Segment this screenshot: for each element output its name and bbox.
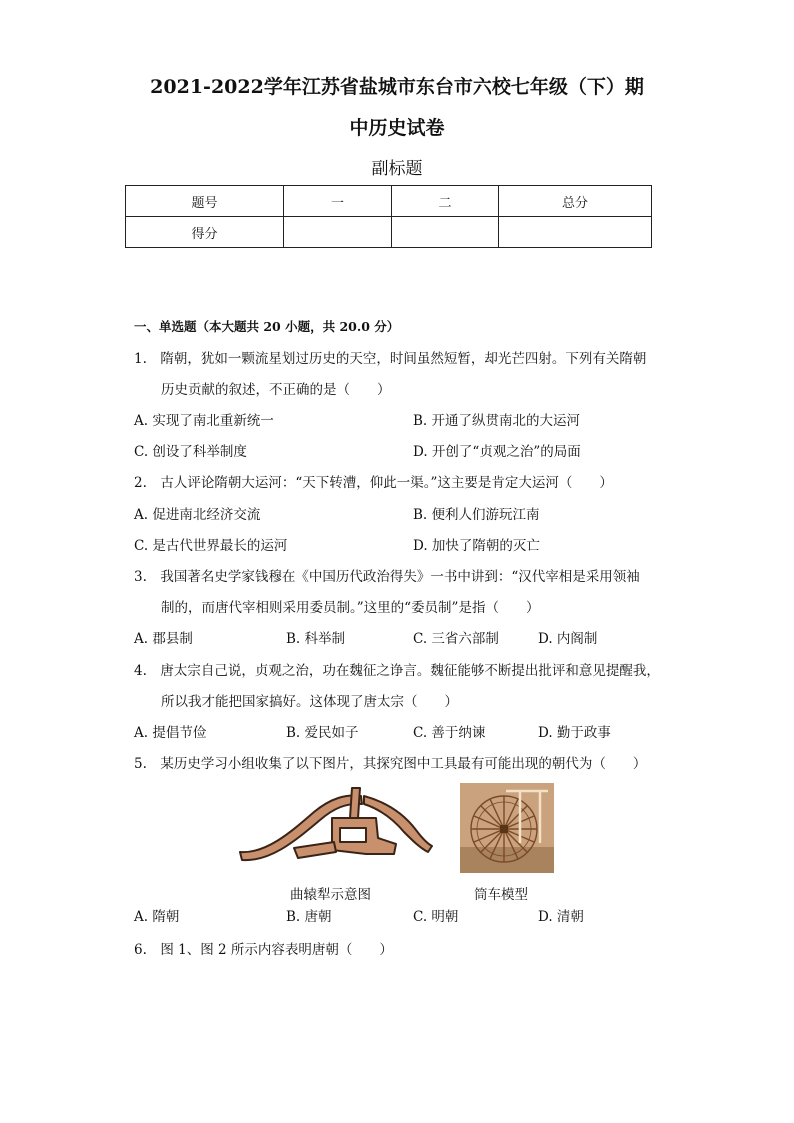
question-1-text-cont: 历史贡献的叙述，不正确的是（ ） bbox=[161, 382, 391, 398]
question-6-text: 6. 图 1、图 2 所示内容表明唐朝（ ） bbox=[134, 942, 393, 958]
question-4-option-a[interactable]: A. 提倡节俭 bbox=[134, 725, 207, 741]
exam-title-line1: 2021-2022学年江苏省盐城市东台市六校七年级（下）期 bbox=[150, 76, 644, 98]
plough-caption: 曲辕犁示意图 bbox=[290, 887, 371, 903]
question-1-option-c[interactable]: C. 创设了科举制度 bbox=[134, 444, 247, 460]
exam-subtitle: 副标题 bbox=[371, 159, 423, 179]
question-1-option-d[interactable]: D. 开创了“贞观之治”的局面 bbox=[413, 444, 581, 460]
question-1-text: 1. 隋朝，犹如一颗流星划过历史的天空，时间虽然短暂，却光芒四射。下列有关隋朝 bbox=[134, 351, 647, 367]
exam-title-line2: 中历史试卷 bbox=[349, 117, 445, 139]
question-2-option-b[interactable]: B. 便利人们游玩江南 bbox=[413, 507, 540, 523]
question-3-text-cont: 制的，而唐代宰相则采用委员制。”这里的“委员制”是指（ ） bbox=[161, 600, 540, 616]
question-4-option-c[interactable]: C. 善于纳谏 bbox=[413, 725, 486, 741]
score-cell bbox=[392, 217, 499, 248]
waterwheel-model-image bbox=[460, 783, 554, 873]
score-cell bbox=[499, 217, 652, 248]
question-3-text: 3. 我国著名史学家钱穆在《中国历代政治得失》一书中讲到：“汉代宰相是采用领袖 bbox=[134, 569, 640, 585]
waterwheel-caption: 筒车模型 bbox=[474, 887, 528, 903]
score-table bbox=[125, 185, 652, 248]
question-4-text: 4. 唐太宗自己说，贞观之治，功在魏征之诤言。魏征能够不断提出批评和意见提醒我， bbox=[134, 663, 660, 679]
curved-plough-image bbox=[236, 784, 436, 876]
question-2-option-a[interactable]: A. 促进南北经济交流 bbox=[134, 507, 261, 523]
score-cell: 题号 bbox=[126, 186, 284, 217]
question-5-option-d[interactable]: D. 清朝 bbox=[538, 909, 584, 925]
question-3-option-a[interactable]: A. 郡县制 bbox=[134, 631, 193, 647]
score-cell: 二 bbox=[392, 186, 499, 217]
score-table-header-row bbox=[126, 186, 652, 217]
question-5-option-c[interactable]: C. 明朝 bbox=[413, 909, 459, 925]
section-heading: 一、单选题（本大题共 20 小题，共 20.0 分） bbox=[134, 319, 400, 334]
question-2-option-d[interactable]: D. 加快了隋朝的灭亡 bbox=[413, 538, 540, 554]
question-3-option-b[interactable]: B. 科举制 bbox=[286, 631, 346, 647]
score-cell: 得分 bbox=[126, 217, 284, 248]
score-cell bbox=[284, 217, 392, 248]
score-cell: 总分 bbox=[499, 186, 652, 217]
question-4-option-d[interactable]: D. 勤于政事 bbox=[538, 725, 611, 741]
question-2-text: 2. 古人评论隋朝大运河：“天下转漕，仰此一渠。”这主要是肯定大运河（ ） bbox=[134, 475, 613, 491]
question-2-option-c[interactable]: C. 是古代世界最长的运河 bbox=[134, 538, 288, 554]
question-5-option-b[interactable]: B. 唐朝 bbox=[286, 909, 332, 925]
question-1-option-a[interactable]: A. 实现了南北重新统一 bbox=[134, 413, 274, 429]
question-5-text: 5. 某历史学习小组收集了以下图片，其探究图中工具最有可能出现的朝代为（ ） bbox=[134, 756, 647, 772]
question-4-text-cont: 所以我才能把国家搞好。这体现了唐太宗（ ） bbox=[161, 694, 458, 710]
question-5-option-a[interactable]: A. 隋朝 bbox=[134, 909, 180, 925]
score-cell: 一 bbox=[284, 186, 392, 217]
question-3-option-d[interactable]: D. 内阁制 bbox=[538, 631, 598, 647]
question-1-option-b[interactable]: B. 开通了纵贯南北的大运河 bbox=[413, 413, 581, 429]
score-table-score-row bbox=[126, 217, 652, 248]
question-3-option-c[interactable]: C. 三省六部制 bbox=[413, 631, 499, 647]
question-4-option-b[interactable]: B. 爱民如子 bbox=[286, 725, 359, 741]
